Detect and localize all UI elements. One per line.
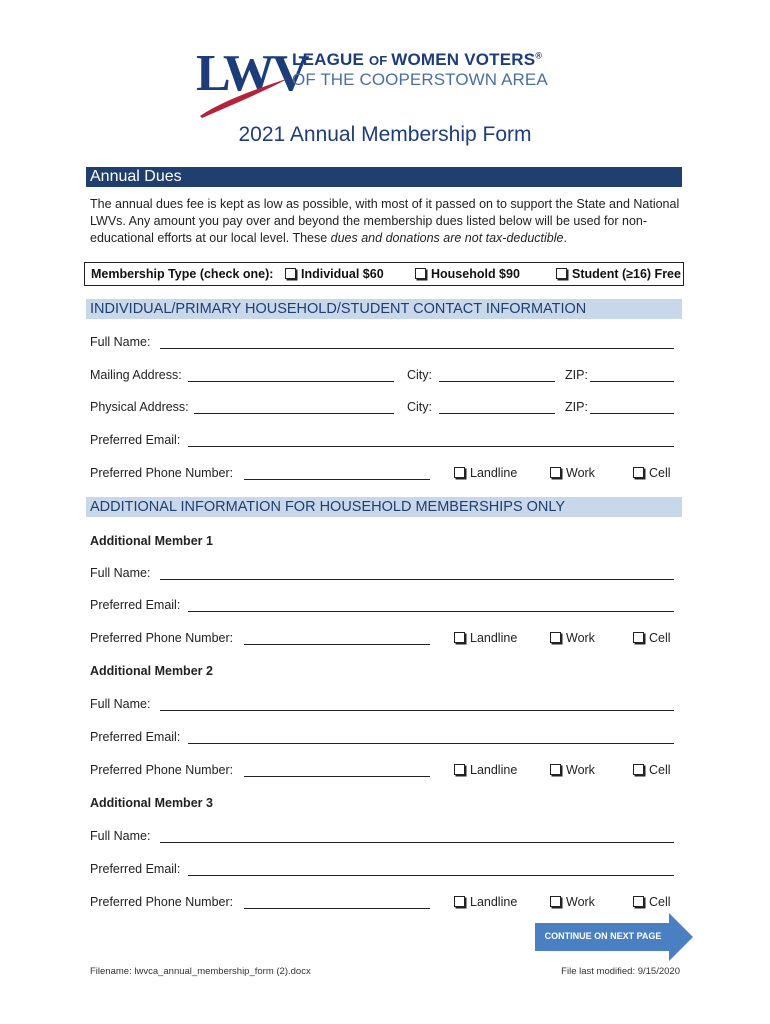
page-title: 2021 Annual Membership Form [238, 123, 532, 146]
phone-label: Preferred Phone Number: [90, 466, 234, 480]
checkbox-landline[interactable]: Landline [454, 466, 517, 480]
full-name-label: Full Name: [90, 566, 151, 580]
mailing-city-label: City: [407, 368, 432, 382]
member3-checkbox-work[interactable]: Work [550, 895, 595, 909]
full-name-field[interactable] [160, 348, 674, 349]
checkbox-cell[interactable]: Cell [633, 466, 671, 480]
physical-zip-label: ZIP: [565, 400, 588, 414]
member1-full-name-row [90, 566, 680, 584]
member3-email-row [90, 862, 680, 880]
member2-checkbox-work[interactable]: Work [550, 763, 595, 777]
email-label: Preferred Email: [90, 862, 181, 876]
checkbox-student[interactable]: Student (≥16) Free [556, 267, 681, 281]
member1-phone-row [90, 631, 680, 649]
email-label: Preferred Email: [90, 433, 181, 447]
member3-phone-row [90, 895, 680, 913]
full-name-label: Full Name: [90, 335, 151, 349]
mailing-address-row [90, 368, 680, 386]
primary-full-name-row [90, 335, 680, 353]
email-label: Preferred Email: [90, 598, 181, 612]
mailing-address-label: Mailing Address: [90, 368, 182, 382]
phone-field[interactable] [244, 479, 430, 480]
member1-checkbox-cell[interactable]: Cell [633, 631, 671, 645]
full-name-label: Full Name: [90, 829, 151, 843]
logo-mark-text: LWV [196, 45, 307, 102]
member2-phone-field[interactable] [244, 776, 430, 777]
member1-full-name-field[interactable] [160, 579, 674, 580]
member3-phone-field[interactable] [244, 908, 430, 909]
mailing-address-field[interactable] [188, 381, 394, 382]
continue-next-page-label: CONTINUE ON NEXT PAGE [544, 931, 662, 941]
dues-description: The annual dues fee is kept as low as possible, with most of it passed on to support the State and National LWVs. Any amount you pay over and beyond the membership dues listed below will be used for non-educational efforts at our local level. These dues and donations are not tax-deductible. [90, 197, 680, 245]
member1-email-row [90, 598, 680, 616]
lwv-logo-mark [194, 38, 307, 118]
member1-email-field[interactable] [188, 611, 674, 612]
additional-member-3-title: Additional Member 3 [90, 796, 213, 810]
primary-contact-heading: INDIVIDUAL/PRIMARY HOUSEHOLD/STUDENT CONTACT INFORMATION [86, 299, 682, 319]
physical-zip-field[interactable] [590, 413, 674, 414]
email-field[interactable] [188, 446, 674, 447]
member3-checkbox-cell[interactable]: Cell [633, 895, 671, 909]
member2-checkbox-cell[interactable]: Cell [633, 763, 671, 777]
phone-label: Preferred Phone Number: [90, 763, 234, 777]
member2-full-name-row [90, 697, 680, 715]
membership-type-label: Membership Type (check one): [91, 267, 274, 281]
checkbox-household[interactable]: Household $90 [415, 267, 520, 281]
checkbox-work[interactable]: Work [550, 466, 595, 480]
physical-address-label: Physical Address: [90, 400, 189, 414]
member2-email-row [90, 730, 680, 748]
additional-member-2-title: Additional Member 2 [90, 664, 213, 678]
member3-full-name-row [90, 829, 680, 847]
mailing-city-field[interactable] [439, 381, 555, 382]
member3-email-field[interactable] [188, 875, 674, 876]
annual-dues-heading: Annual Dues [86, 167, 682, 187]
member1-phone-field[interactable] [244, 644, 430, 645]
member3-full-name-field[interactable] [160, 842, 674, 843]
member2-full-name-field[interactable] [160, 710, 674, 711]
footer-last-modified: File last modified: 9/15/2020 [561, 966, 680, 977]
physical-address-row [90, 400, 680, 418]
primary-email-row [90, 433, 680, 451]
member2-phone-row [90, 763, 680, 781]
physical-address-field[interactable] [194, 413, 394, 414]
primary-phone-row [90, 466, 680, 484]
member1-checkbox-landline[interactable]: Landline [454, 631, 517, 645]
additional-member-1-title: Additional Member 1 [90, 534, 213, 548]
member2-checkbox-landline[interactable]: Landline [454, 763, 517, 777]
org-name-line2: OF THE COOPERSTOWN AREA [292, 70, 548, 89]
physical-city-label: City: [407, 400, 432, 414]
checkbox-individual[interactable]: Individual $60 [285, 267, 384, 281]
membership-type-box [84, 262, 684, 286]
phone-label: Preferred Phone Number: [90, 895, 234, 909]
member3-checkbox-landline[interactable]: Landline [454, 895, 517, 909]
mailing-zip-label: ZIP: [565, 368, 588, 382]
additional-info-heading: ADDITIONAL INFORMATION FOR HOUSEHOLD MEMBERSHIPS ONLY [86, 497, 682, 517]
full-name-label: Full Name: [90, 697, 151, 711]
email-label: Preferred Email: [90, 730, 181, 744]
member2-email-field[interactable] [188, 743, 674, 744]
phone-label: Preferred Phone Number: [90, 631, 234, 645]
mailing-zip-field[interactable] [590, 381, 674, 382]
physical-city-field[interactable] [439, 413, 555, 414]
member1-checkbox-work[interactable]: Work [550, 631, 595, 645]
footer-filename: Filename: lwvca_annual_membership_form (2).docx [90, 966, 311, 977]
org-name-line1: LEAGUE OF WOMEN VOTERS® [292, 50, 543, 69]
